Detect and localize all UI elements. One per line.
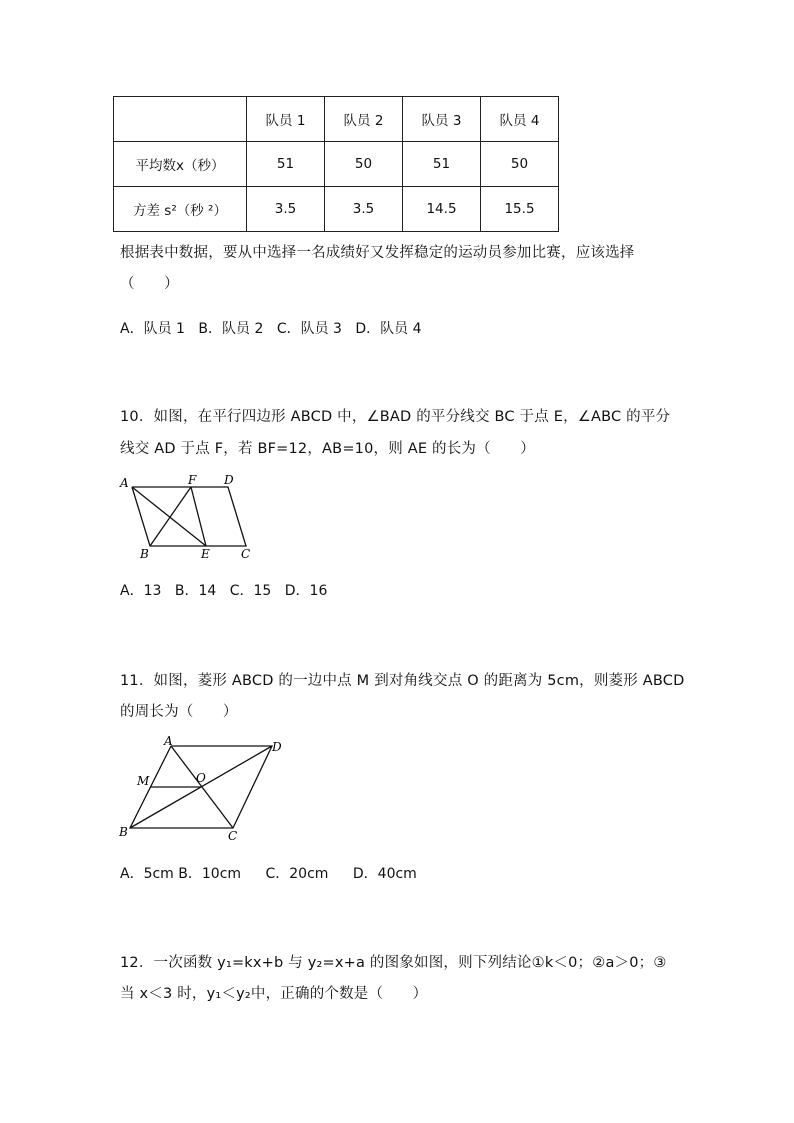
- label-m: M: [137, 774, 150, 788]
- option-a[interactable]: A．5cm: [120, 866, 174, 882]
- option-a[interactable]: A．13: [120, 583, 162, 599]
- row-label-variance: 方差 s²（秒 ²）: [114, 187, 247, 232]
- parallelogram-abcd: [132, 487, 246, 546]
- table-cell: 51: [247, 142, 325, 187]
- table-cell: 51: [403, 142, 481, 187]
- q10-options: [120, 580, 336, 600]
- label-b: B: [140, 547, 149, 561]
- option-d[interactable]: D．40cm: [352, 866, 417, 882]
- q11-text-line2: 的周长为（ ）: [120, 704, 238, 720]
- option-d[interactable]: D．队员 4: [355, 321, 422, 337]
- q10-text-line1: 10．如图，在平行四边形 ABCD 中，∠BAD 的平分线交 BC 于点 E，∠ABC 的平分: [120, 409, 671, 425]
- q10-text-line2: 线交 AD 于点 F，若 BF=12，AB=10，则 AE 的长为（ ）: [120, 441, 535, 457]
- stats-table: [113, 96, 559, 232]
- segment-fe: [191, 487, 206, 546]
- table-row: [114, 187, 559, 232]
- option-c[interactable]: C．20cm: [265, 866, 329, 882]
- label-b: B: [119, 825, 128, 839]
- q11-rhombus-figure: [110, 732, 300, 844]
- table-cell: 3.5: [325, 187, 403, 232]
- option-c[interactable]: C．15: [229, 583, 272, 599]
- table-header-row: [114, 97, 559, 142]
- label-d: D: [224, 473, 234, 487]
- q9-text-line1: 根据表中数据，要从中选择一名成绩好又发挥稳定的运动员参加比赛，应该选择: [120, 245, 635, 261]
- table-header-cell: 队员 2: [325, 97, 403, 142]
- table-cell: 50: [481, 142, 559, 187]
- table-row: [114, 142, 559, 187]
- table-cell: 14.5: [403, 187, 481, 232]
- q11-text-line1: 11．如图，菱形 ABCD 的一边中点 M 到对角线交点 O 的距离为 5cm，则菱形 ABCD: [120, 673, 685, 689]
- table-header-cell: 队员 3: [403, 97, 481, 142]
- table-cell: 15.5: [481, 187, 559, 232]
- q12-text-line2: 当 x＜3 时，y₁＜y₂中，正确的个数是（ ）: [120, 986, 428, 1002]
- bisector-ae: [132, 487, 206, 546]
- table-header-cell: 队员 4: [481, 97, 559, 142]
- option-a[interactable]: A．队员 1: [120, 321, 185, 337]
- q11-options: [120, 863, 426, 883]
- bisector-bf: [150, 487, 191, 546]
- q9-text-line2: （ ）: [120, 276, 179, 292]
- table-header-cell: 队员 1: [247, 97, 325, 142]
- label-c: C: [241, 547, 251, 561]
- label-e: E: [201, 547, 210, 561]
- option-b[interactable]: B．队员 2: [198, 321, 264, 337]
- row-label-mean: 平均数x（秒）: [114, 142, 247, 187]
- label-a: A: [120, 476, 129, 490]
- q9-options: [120, 318, 431, 338]
- option-d[interactable]: D．16: [284, 583, 328, 599]
- option-c[interactable]: C．队员 3: [276, 321, 342, 337]
- label-o: O: [196, 771, 206, 785]
- table-cell: 50: [325, 142, 403, 187]
- label-f: F: [188, 473, 197, 487]
- table-cell: 3.5: [247, 187, 325, 232]
- label-c: C: [228, 829, 238, 843]
- q10-parallelogram-figure: [110, 470, 270, 565]
- label-a: A: [164, 734, 173, 748]
- q12-text-line1: 12．一次函数 y₁=kx+b 与 y₂=x+a 的图象如图，则下列结论①k＜0；②a＞0；③: [120, 955, 667, 971]
- option-b[interactable]: B．10cm: [178, 866, 242, 882]
- table-header-cell: [114, 97, 247, 142]
- label-d: D: [272, 740, 282, 754]
- option-b[interactable]: B．14: [174, 583, 217, 599]
